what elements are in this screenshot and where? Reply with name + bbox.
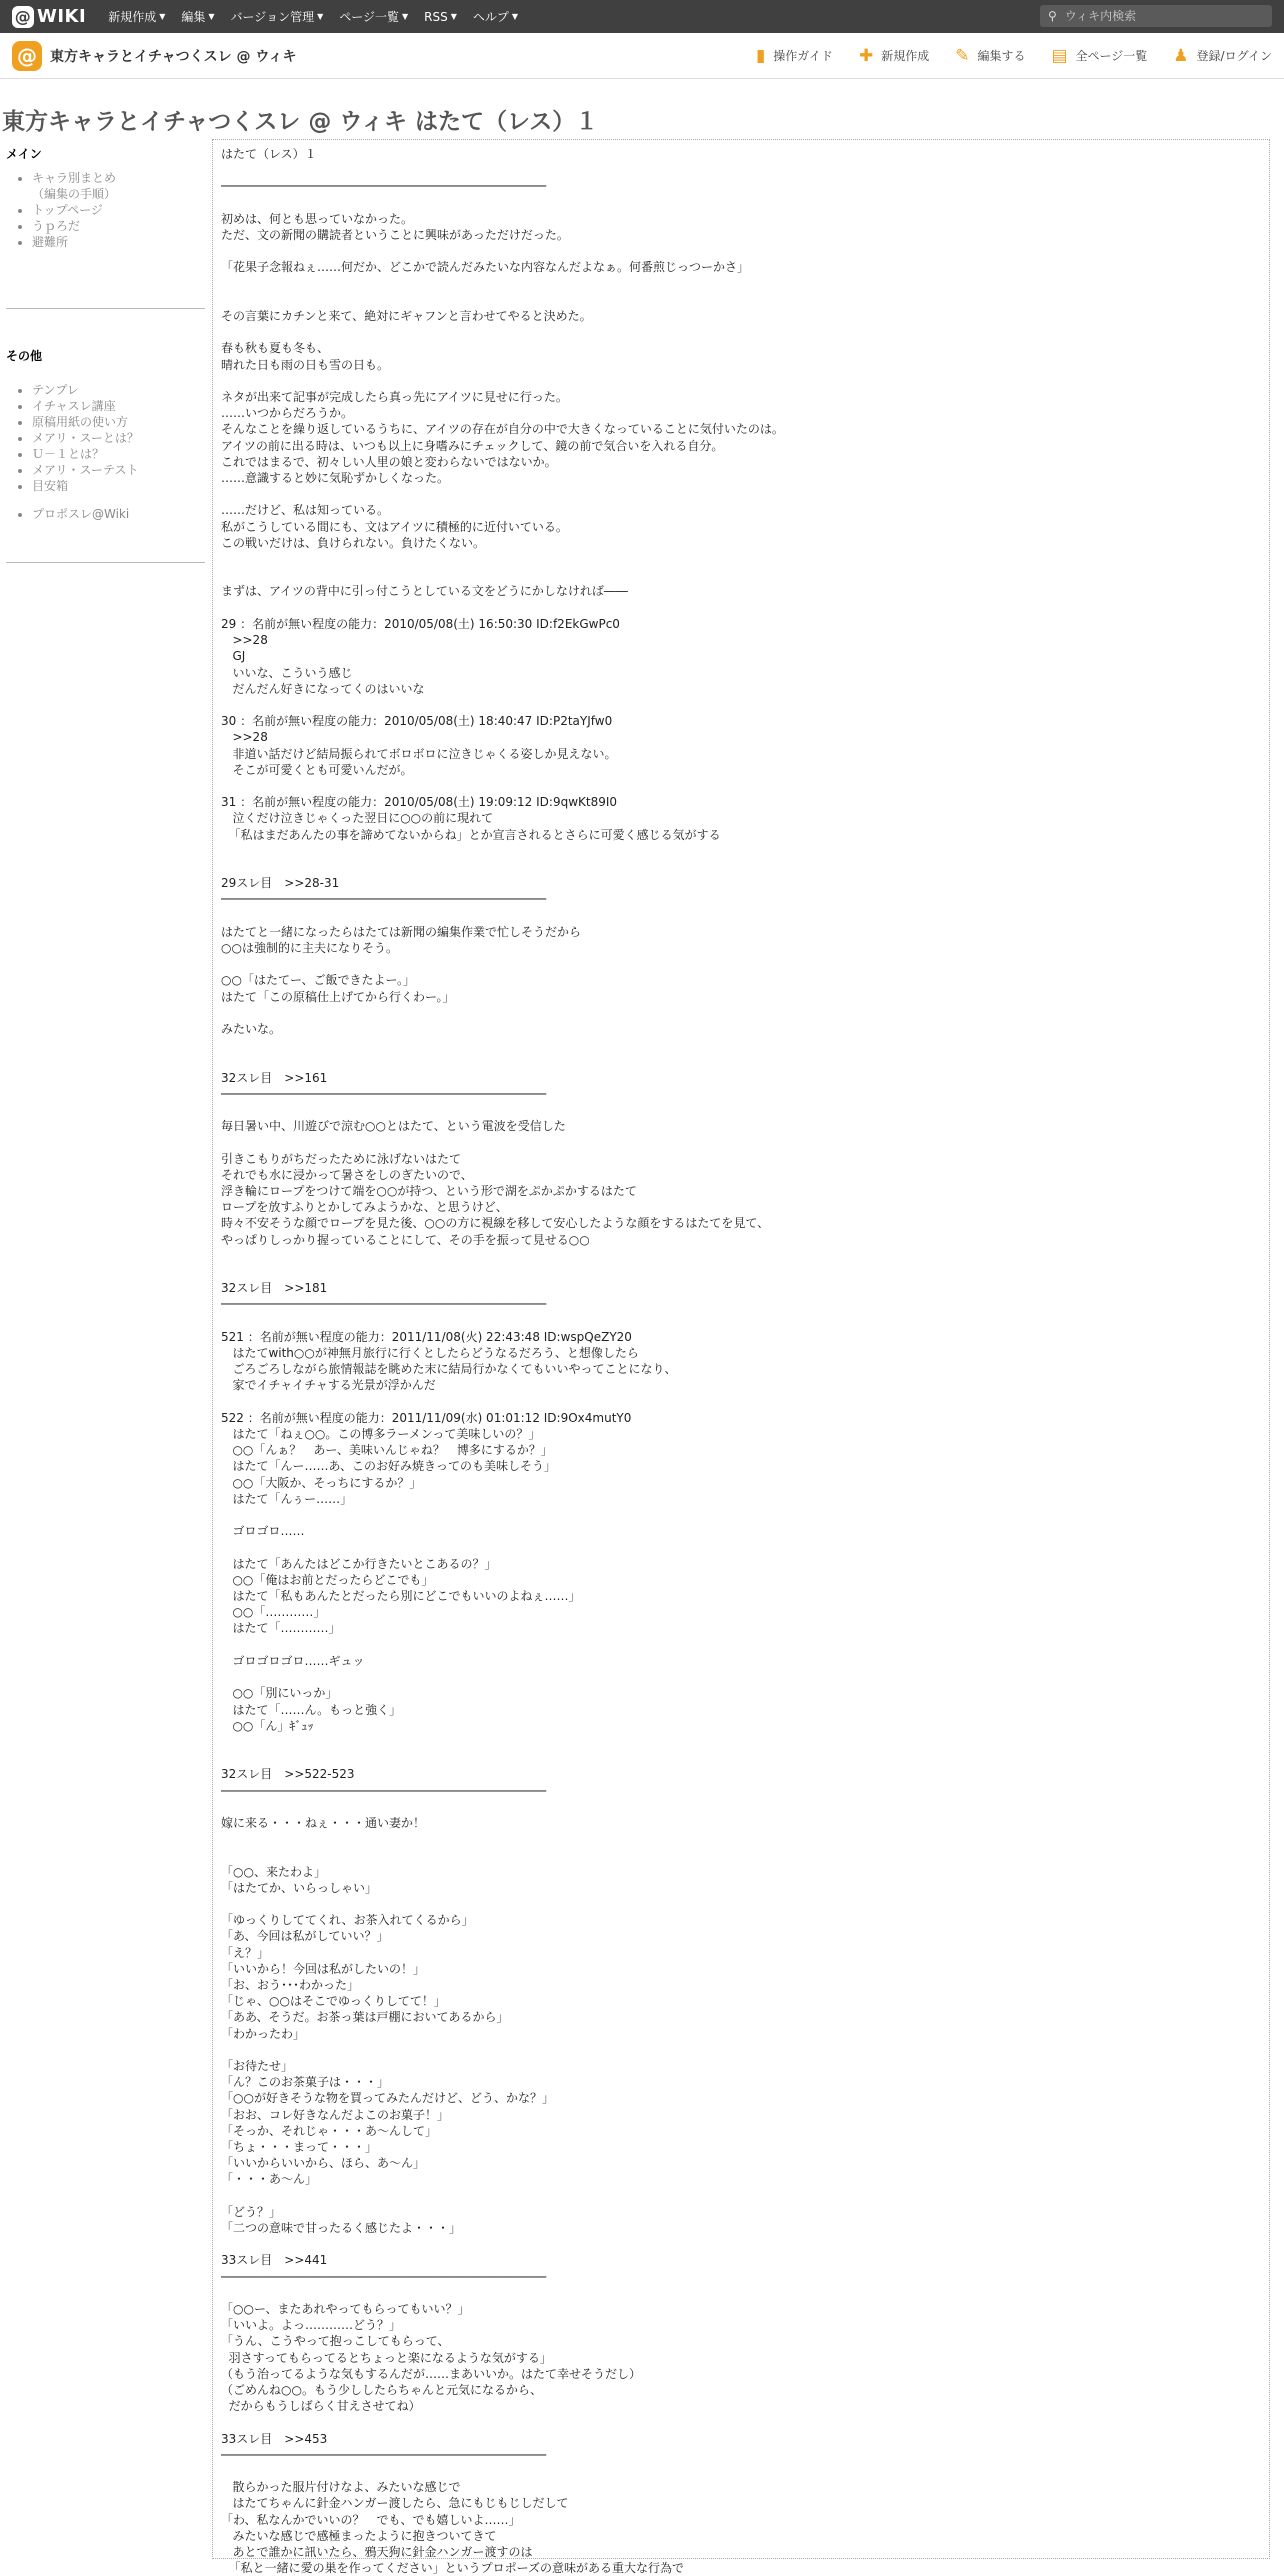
sidebar-item-label: キャラ別まとめ	[32, 171, 117, 185]
content-line: 「ああ、そうだ。お茶っ葉は戸棚においてあるから」	[221, 2010, 509, 2025]
content-line: この戦いだけは、負けられない。負けたくない。	[221, 535, 486, 550]
content-line	[221, 1896, 1261, 1912]
content-line	[221, 2236, 1261, 2252]
content-line: 「そっか、それじゃ・・・あ～んして」	[221, 2123, 438, 2138]
sidebar	[0, 139, 211, 563]
content-line: ……意識すると妙に気恥ずかしくなった。	[221, 471, 450, 486]
content-line	[221, 859, 1261, 875]
content-line: 非道い話だけど結局振られてボロボロに泣きじゃくる姿しか見えない。	[221, 746, 617, 761]
content-line	[221, 1313, 1261, 1329]
content-line: 「いいから！今回は私がしたいの！」	[221, 1961, 426, 1976]
sidebar-item-label: トップページ	[32, 203, 103, 217]
content-line: はたて「ねぇ○○。この博多ラーメンって美味しいの？」	[221, 1427, 541, 1442]
content-line	[221, 1507, 1261, 1523]
content-line	[221, 567, 1261, 583]
content-line: 「○○ー、またあれやってもらってもいい？」	[221, 2302, 470, 2317]
section-divider: ─────────────────────────────────────────────	[221, 2447, 547, 2462]
content-line: 33スレ目 >>453	[221, 2431, 328, 2446]
content-line: ○○「別にいっか」	[221, 1686, 338, 1701]
content-line: 「どう？」	[221, 2204, 282, 2219]
content-line: 「ん？このお茶菓子は・・・」	[221, 2075, 390, 2090]
page-title: 東方キャラとイチャつくスレ @ ウィキ はたて（レス）１	[2, 109, 599, 135]
edit-button[interactable]	[955, 46, 1025, 66]
sidebar-item-label: 目安箱	[32, 479, 69, 493]
content-line: 私がこうしている間にも、文はアイツに積極的に近付いている。	[221, 519, 568, 534]
sidebar-item-lecture[interactable]	[32, 398, 211, 414]
content-line: はたてと一緒になったらはたては新聞の編集作業で忙しそうだから	[221, 924, 582, 939]
content-line: 32スレ目 >>522-523	[221, 1767, 355, 1782]
content-line: 引きこもりがちだったために泳げないはたて	[221, 1151, 462, 1166]
content-line: はたて「あんたはどこか行きたいとこあるの？」	[221, 1556, 497, 1571]
content-line: 「わかったわ」	[221, 2026, 306, 2041]
sidebar-item-shelter[interactable]	[32, 234, 211, 250]
sidebar-main-heading: メイン	[6, 147, 42, 161]
header-actions	[730, 33, 1272, 78]
content-line: 「え？」	[221, 1945, 270, 1960]
sidebar-extra-list	[6, 506, 211, 522]
sidebar-item-label: テンプレ	[32, 383, 79, 397]
content-line: 「ゆっくりしててくれ、お茶入れてくるから」	[221, 1913, 474, 1928]
sidebar-item-suggestion-box[interactable]	[32, 478, 211, 494]
content-line	[221, 292, 1261, 308]
content-line: はたて「…………」	[221, 1621, 341, 1636]
content-line	[221, 1637, 1261, 1653]
sidebar-item-uploader[interactable]	[32, 218, 211, 234]
content-line	[221, 1831, 1261, 1847]
content-line: 泣くだけ泣きじゃくった翌日に○○の前に現れて	[221, 811, 494, 826]
content-line	[221, 778, 1261, 794]
content-line	[221, 1053, 1261, 1069]
content-line: これではまるで、初々しい人里の娘と変わらないではないか。	[221, 454, 557, 469]
content-line	[221, 843, 1261, 859]
sidebar-item-chara[interactable]	[32, 170, 211, 202]
content-line: その言葉にカチンと来て、絶対にギャフンと言わせてやると決めた。	[221, 309, 592, 324]
content-line: ……いつからだろうか。	[221, 406, 354, 421]
content-line: まずは、アイツの背中に引っ付こうとしている文をどうにかしなければ――	[221, 584, 628, 599]
sidebar-item-marysue-test[interactable]	[32, 462, 211, 478]
sidebar-item-label: 避難所	[32, 235, 69, 249]
content-line: ネタが出来て記事が完成したら真っ先にアイツに見せに行った。	[221, 390, 568, 405]
content-line: 29 ：名前が無い程度の能力：2010/05/08(土) 16:50:30 ID:f2EkGwPc0	[221, 616, 620, 631]
content-line: ○○「ん」ｷﾞｭｯ	[221, 1718, 314, 1733]
menu-label: バージョン管理	[230, 10, 315, 24]
content-line: ごろごろしながら旅情報誌を眺めた末に結局行かなくてもいいやってことになり、	[221, 1362, 677, 1377]
content-line: ○○は強制的に主夫になりそう。	[221, 940, 398, 955]
caret-down-icon: ▼	[450, 12, 457, 21]
content-line: 「二つの意味で甘ったるく感じたよ・・・」	[221, 2221, 462, 2235]
section-divider: ─────────────────────────────────────────────	[221, 892, 547, 907]
sidebar-item-label: イチャスレ講座	[32, 399, 116, 413]
content-line: 散らかった服片付けなよ、みたいな感じで	[221, 2480, 461, 2495]
sidebar-item-label: Ｕ－１とは？	[32, 447, 105, 461]
sidebar-item-label: プロポスレ@Wiki	[32, 507, 130, 521]
guide-button[interactable]	[756, 46, 833, 66]
content-line: 「私と一緒に愛の巣を作ってください」というプロポーズの意味がある重大な行為で	[221, 2561, 685, 2576]
content-line: 「うん、こうやって抱っこしてもらって、	[221, 2334, 450, 2349]
menu-rss[interactable]	[416, 8, 465, 25]
content-line: やっぱりしっかり握っていることにして、その手を振って見せる○○	[221, 1232, 590, 1247]
content-line: 「いいよ。よっ…………どう？」	[221, 2318, 402, 2333]
content-line: 33スレ目 >>441	[221, 2253, 328, 2268]
new-page-button[interactable]	[859, 46, 929, 66]
menu-page-list[interactable]	[331, 8, 416, 25]
content-line: 29スレ目 >>28-31	[221, 876, 340, 891]
content-line	[221, 2285, 1261, 2301]
global-menu	[100, 8, 526, 25]
action-label: 全ページ一覧	[1075, 49, 1148, 63]
sidebar-item-template[interactable]	[32, 382, 211, 398]
content-line	[221, 956, 1261, 972]
action-label: 新規作成	[881, 49, 930, 63]
sidebar-item-label: うｐろだ	[32, 219, 81, 233]
content-line	[221, 1394, 1261, 1410]
content-line: 30 ：名前が無い程度の能力：2010/05/08(土) 18:40:47 ID:P2taYJfw0	[221, 714, 613, 729]
content-line	[221, 697, 1261, 713]
content-line	[221, 324, 1261, 340]
document-icon: ▤	[1051, 45, 1068, 66]
user-add-icon: ♟	[1173, 45, 1189, 66]
content-line: （もう治ってるような気もするんだが……まあいいか。はたて幸せそうだし）	[221, 2366, 642, 2381]
search-icon[interactable]: ⚲	[1048, 9, 1057, 23]
content-line: ゴロゴロ……	[221, 1524, 305, 1539]
content-line: はたて「私もあんたとだったら別にどこでもいいのよねぇ……」	[221, 1589, 581, 1604]
content-line: 32スレ目 >>161	[221, 1070, 328, 1085]
content-line: だからもうしばらく甘えさせてね）	[221, 2399, 421, 2414]
content-line: 春も秋も夏も冬も、	[221, 341, 330, 356]
sidebar-item-label: メアリ・スーとは？	[32, 431, 139, 445]
caret-down-icon: ▼	[208, 12, 215, 21]
content-line: ○○「はたてー、ご飯できたよー。」	[221, 973, 415, 988]
content-line: ○○「…………」	[221, 1605, 326, 1620]
content-line: 家でイチャイチャする光景が浮かんだ	[221, 1378, 436, 1393]
menu-label: 新規作成	[108, 10, 157, 24]
content-line: ゴロゴロゴロ……ギュッ	[221, 1653, 365, 1668]
content-line: ○○「んぁ？ あー、美味いんじゃね？ 博多にするか？」	[221, 1443, 553, 1458]
content-line	[221, 2414, 1261, 2430]
sidebar-item-top[interactable]	[32, 202, 211, 218]
content-line: そこが可愛くとも可愛いんだが。	[221, 762, 413, 777]
sidebar-item-label: メアリ・スーテスト	[32, 463, 139, 477]
action-label: 操作ガイド	[773, 49, 833, 63]
content-line: ただ、文の新聞の購読者ということに興味があっただけだった。	[221, 228, 569, 243]
action-label: 登録/ログイン	[1196, 49, 1272, 63]
sidebar-item-manuscript[interactable]	[32, 414, 211, 430]
content-line: 「あ、今回は私がしていい？」	[221, 1929, 389, 1944]
login-button[interactable]	[1173, 46, 1272, 66]
content-line	[221, 373, 1261, 389]
menu-new[interactable]	[100, 8, 173, 25]
content-line	[221, 1750, 1261, 1766]
content-line: はたてちゃんに針金ハンガー渡したら、急にもじもじしだして	[221, 2496, 569, 2511]
content-line: だんだん好きになってくのはいいな	[221, 681, 425, 696]
content-line	[221, 2188, 1261, 2204]
content-line: 「じゃ、○○はそこでゆっくりしてて！」	[221, 1994, 446, 2009]
content-line	[221, 1539, 1261, 1555]
search-input[interactable]	[1063, 8, 1257, 24]
content-line: ○○「俺はお前とだったらどこでも」	[221, 1572, 434, 1587]
content-line	[221, 1799, 1261, 1815]
wiki-logo[interactable]	[12, 6, 86, 28]
content-line: はたてwith○○が神無月旅行に行くとしたらどうなるだろう、と想像したら	[221, 1346, 639, 1361]
sidebar-item-proposure-wiki[interactable]	[32, 506, 211, 522]
content-line: みたいな。	[221, 1021, 282, 1036]
content-line: 「お、おう･･･わかった」	[221, 1977, 360, 1992]
global-nav-bar	[0, 0, 1284, 33]
content-line: そんなことを繰り返しているうちに、アイツの存在が自分の中で大きくなっていることに気付いたのは。	[221, 422, 784, 437]
content-line: ……だけど、私は知っている。	[221, 503, 390, 518]
content-line: 「花果子念報ねぇ……何だか、どこかで読んだみたいな内容なんだよなぁ。何番煎じっつーかさ」	[221, 260, 750, 275]
plus-icon: ✚	[858, 45, 874, 66]
content-line	[221, 162, 1261, 178]
article-body	[212, 139, 1270, 2576]
content-line: ロープを放すふりとかしてみようかな、と思うけど、	[221, 1200, 508, 1215]
content-line	[221, 1134, 1261, 1150]
content-line: はたて「……ん。もっと強く」	[221, 1702, 402, 1717]
content-line: いいな、こういう感じ	[221, 665, 353, 680]
content-line	[221, 195, 1261, 211]
content-line: 32スレ目 >>181	[221, 1281, 328, 1296]
caret-down-icon: ▼	[402, 12, 409, 21]
sidebar-item-marysue[interactable]	[32, 430, 211, 446]
content-line	[221, 1669, 1261, 1685]
site-header	[0, 33, 1284, 79]
sidebar-item-sublabel[interactable]: （編集の手順）	[32, 187, 117, 201]
content-line	[221, 2463, 1261, 2479]
content-line	[221, 1248, 1261, 1264]
content-line: 「おお、コレ好きなんだよこのお菓子！」	[221, 2107, 450, 2122]
content-line	[221, 1847, 1261, 1863]
section-divider: ─────────────────────────────────────────────	[221, 1297, 547, 1312]
content-line: アイツの前に出る時は、いつも以上に身嗜みにチェックして、鏡の前で気合いを入れる自分。	[221, 438, 724, 453]
logo-text: WIKI	[37, 6, 87, 27]
content-line: 「・・・あ～ん」	[221, 2172, 318, 2187]
content-line: 31 ：名前が無い程度の能力：2010/05/08(土) 19:09:12 ID:9qwKt89I0	[221, 795, 618, 810]
action-label: 編集する	[977, 49, 1026, 63]
content-line: 521 ：名前が無い程度の能力：2011/11/08(火) 22:43:48 ID:wspQeZY20	[221, 1329, 632, 1344]
content-line: 嫁に来る・・・ねぇ・・・通い妻か！	[221, 1815, 426, 1830]
content-line	[221, 243, 1261, 259]
content-line	[221, 1264, 1261, 1280]
content-line	[221, 486, 1261, 502]
at-logo-icon: @	[12, 6, 34, 28]
content-line: 浮き輪にロープをつけて端を○○が持つ、という形で湖をぷかぷかするはたて	[221, 1184, 637, 1198]
menu-label: 編集	[181, 10, 206, 24]
content-line: 毎日暑い中、川遊びで涼む○○とはたて、という電波を受信した	[221, 1119, 566, 1134]
section-divider: ─────────────────────────────────────────────	[221, 2269, 547, 2284]
content-line: 522 ：名前が無い程度の能力：2011/11/09(水) 01:01:12 ID:9Ox4mutY0	[221, 1410, 632, 1425]
menu-help[interactable]	[465, 8, 526, 25]
section-divider: ─────────────────────────────────────────────	[221, 1086, 547, 1101]
caret-down-icon: ▼	[511, 12, 519, 21]
content-line: 「わ、私なんかでいいの？ でも、でも嬉しいよ……」	[221, 2512, 521, 2527]
pencil-icon: ✎	[955, 45, 970, 66]
content-line: >>28	[221, 730, 268, 745]
content-line: GJ	[221, 649, 246, 664]
site-logo-icon[interactable]: @	[12, 41, 42, 71]
content-line: はたて「んぅー……」	[221, 1491, 353, 1506]
content-line: （ごめんね○○。もう少ししたらちゃんと元気になるから、	[221, 2383, 542, 2398]
menu-version[interactable]	[223, 8, 332, 25]
content-line	[221, 1734, 1261, 1750]
content-line	[221, 908, 1261, 924]
sidebar-item-label: 原稿用紙の使い方	[32, 415, 129, 429]
content-line	[221, 276, 1261, 292]
content-line	[221, 1037, 1261, 1053]
sidebar-main-list	[6, 170, 211, 250]
sidebar-other-heading: その他	[6, 349, 43, 363]
sidebar-other-list	[6, 382, 211, 494]
content-line: ○○「大阪か、そっちにするか？」	[221, 1475, 422, 1490]
sidebar-item-u1[interactable]	[32, 446, 211, 462]
menu-label: RSS	[424, 9, 448, 24]
caret-down-icon: ▼	[159, 12, 166, 21]
search-box	[1040, 5, 1272, 27]
content-line: それでも水に浸かって暑さをしのぎたいので、	[221, 1167, 473, 1182]
section-divider: ─────────────────────────────────────────────	[221, 1783, 547, 1798]
content-line	[221, 1005, 1261, 1021]
menu-label: ヘルプ	[472, 10, 509, 24]
content-line: 晴れた日も雨の日も雪の日も。	[221, 357, 390, 372]
content-line: はたて（レス）１	[221, 147, 317, 161]
content-line: 「○○が好きそうな物を買ってみたんだけど、どう、かな？」	[221, 2091, 554, 2106]
content-line: みたいな感じで感極まったように抱きついてきて	[221, 2528, 497, 2543]
menu-label: ページ一覧	[339, 10, 399, 24]
content-line	[221, 600, 1261, 616]
caret-down-icon: ▼	[317, 12, 324, 21]
content-line: 「私はまだあんたの事を諦めてないからね」とか宣言されるとさらに可愛く感じる気がする	[221, 827, 721, 842]
section-divider: ─────────────────────────────────────────────	[221, 179, 547, 194]
content-line	[221, 2042, 1261, 2058]
book-icon: ▮	[755, 45, 766, 66]
site-name[interactable]: 東方キャラとイチャつくスレ @ ウィキ	[50, 48, 297, 65]
content-line: 「はたてか、いらっしゃい」	[221, 1880, 378, 1895]
content-line: 「いいからいいから、ほら、あ～ん」	[221, 2156, 426, 2171]
content-line: 「ちょ・・・まって・・・」	[221, 2139, 378, 2154]
content-line: >>28	[221, 633, 268, 648]
content-line: 時々不安そうな顔でロープを見た後、○○の方に視線を移して安心したような顔をするはたてを見て、	[221, 1216, 770, 1231]
content-line: 「○○、来たわよ」	[221, 1864, 326, 1879]
sidebar-divider	[6, 562, 205, 563]
content-line: はたて「この原稿仕上げてから行くわー。」	[221, 989, 455, 1004]
content-line: あとで誰かに訊いたら、鴉天狗に針金ハンガー渡すのは	[221, 2545, 533, 2560]
sidebar-divider	[6, 308, 205, 309]
content-line	[221, 1102, 1261, 1118]
all-pages-button[interactable]	[1051, 46, 1147, 66]
content-line: 羽さすってもらってるとちょっと楽になるような気がする」	[221, 2350, 552, 2365]
content-line: 「お待たせ」	[221, 2058, 294, 2073]
menu-edit[interactable]	[173, 8, 222, 25]
content-line: 初めは、何とも思っていなかった。	[221, 211, 414, 226]
content-line: はたて「んー……あ、このお好み焼きってのも美味しそう」	[221, 1459, 556, 1474]
content-line	[221, 551, 1261, 567]
